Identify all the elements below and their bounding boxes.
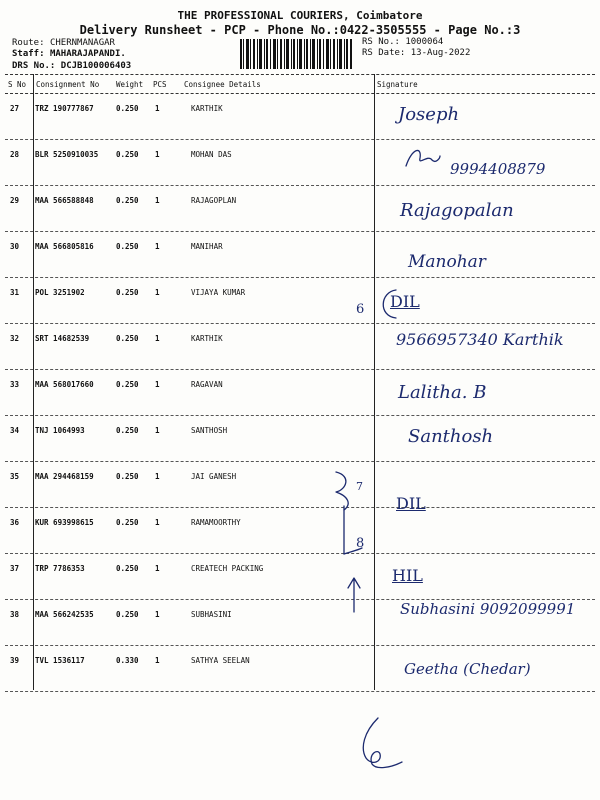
row-pcs: 1 xyxy=(155,518,160,527)
signature-row-34: Santhosh xyxy=(408,426,494,447)
row-weight: 0.250 xyxy=(116,564,139,573)
staff-value: MAHARAJAPANDI. xyxy=(49,49,126,59)
signature-row-38: Subhasini 9092099991 xyxy=(400,600,576,618)
signature-row-39: Geetha (Chedar) xyxy=(404,660,531,678)
signature-row-37: HIL xyxy=(392,566,423,585)
row-divider xyxy=(5,691,595,692)
margin-bracket-scribble xyxy=(328,468,376,558)
row-consignee: SANTHOSH xyxy=(191,426,228,435)
row-consignee: SATHYA SEELAN xyxy=(191,656,250,665)
row-consignment-no: KUR 693998615 xyxy=(35,518,94,527)
row-consignee: KARTHIK xyxy=(191,104,223,113)
table-row xyxy=(5,232,595,278)
margin-note-6: 6 xyxy=(356,302,365,317)
table-row xyxy=(5,554,595,600)
row-consignment-no: MAA 294468159 xyxy=(35,472,94,481)
col-header-pcs: PCS xyxy=(153,80,167,89)
row-pcs: 1 xyxy=(155,656,160,665)
row-consignment-no: TVL 1536117 xyxy=(35,656,85,665)
row-sno: 36 xyxy=(10,518,20,527)
row-weight: 0.250 xyxy=(116,472,139,481)
row-consignee: JAI GANESH xyxy=(191,472,237,481)
signature-scribble xyxy=(402,144,442,172)
row-consignment-no: POL 3251902 xyxy=(35,288,85,297)
row-pcs: 1 xyxy=(155,288,160,297)
col-header-consignment: Consignment No xyxy=(36,80,100,89)
signature-row-31: DIL xyxy=(390,292,420,311)
route-value: CHERNMANAGAR xyxy=(49,38,115,48)
row-consignment-no: TRP 7786353 xyxy=(35,564,85,573)
signature-row-30: Manohar xyxy=(408,252,486,272)
row-weight: 0.250 xyxy=(116,242,139,251)
signature-row-27: Joseph xyxy=(398,104,460,125)
row-sno: 31 xyxy=(10,288,20,297)
row-consignee: CREATECH PACKING xyxy=(191,564,264,573)
staff-line xyxy=(12,48,126,60)
table-row xyxy=(5,462,595,508)
row-sno: 33 xyxy=(10,380,20,389)
row-consignee: VIJAYA KUMAR xyxy=(191,288,246,297)
signature-row-32: 9566957340 Karthik xyxy=(396,330,564,349)
row-consignment-no: MAA 566805816 xyxy=(35,242,94,251)
row-consignee: RAJAGOPLAN xyxy=(191,196,237,205)
row-sno: 39 xyxy=(10,656,20,665)
row-consignment-no: MAA 566242535 xyxy=(35,610,94,619)
row-consignment-no: MAA 568017660 xyxy=(35,380,94,389)
rs-date: RS Date: 13-Aug-2022 xyxy=(362,48,471,58)
col-header-weight: Weight xyxy=(116,80,144,89)
row-pcs: 1 xyxy=(155,104,160,113)
row-weight: 0.250 xyxy=(116,518,139,527)
table-row xyxy=(5,416,595,462)
table-row xyxy=(5,370,595,416)
row-weight: 0.250 xyxy=(116,104,139,113)
table-row xyxy=(5,94,595,140)
row-consignee: MOHAN DAS xyxy=(191,150,232,159)
col-header-consignee: Consignee Details xyxy=(184,80,261,89)
table-row xyxy=(5,508,595,554)
row-consignment-no: MAA 566588848 xyxy=(35,196,94,205)
drs-line xyxy=(12,60,131,72)
row-sno: 29 xyxy=(10,196,20,205)
row-sno: 37 xyxy=(10,564,20,573)
staff-label: Staff: xyxy=(12,49,45,59)
drs-value: DCJB100006403 xyxy=(60,61,132,71)
signature-row-33: Lalitha. B xyxy=(398,382,487,403)
rs-number: RS No.: 1000064 xyxy=(362,37,444,47)
bottom-signature-scribble xyxy=(350,714,410,774)
row-pcs: 1 xyxy=(155,242,160,251)
row-sno: 32 xyxy=(10,334,20,343)
row-pcs: 1 xyxy=(155,334,160,343)
row-consignee: MANIHAR xyxy=(191,242,223,251)
row-consignment-no: BLR 5250910035 xyxy=(35,150,99,159)
row-consignment-no: TRZ 190777867 xyxy=(35,104,94,113)
rs-info xyxy=(362,37,470,59)
row-pcs: 1 xyxy=(155,564,160,573)
row-consignee: RAMAMOORTHY xyxy=(191,518,241,527)
runsheet-subtitle: Delivery Runsheet - PCP - Phone No.:0422-3505555 - Page No.:3 xyxy=(79,23,521,37)
drs-label: DRS No.: xyxy=(12,61,56,71)
row-weight: 0.250 xyxy=(116,288,139,297)
col-header-signature: Signature xyxy=(377,80,418,89)
margin-note-7: 7 xyxy=(356,480,363,493)
row-consignment-no: TNJ 1064993 xyxy=(35,426,85,435)
row-sno: 35 xyxy=(10,472,20,481)
row-pcs: 1 xyxy=(155,150,160,159)
row-weight: 0.250 xyxy=(116,196,139,205)
row-consignee: KARTHIK xyxy=(191,334,223,343)
margin-note-8: 8 xyxy=(356,536,365,551)
route-label: Route: xyxy=(12,38,45,48)
row-weight: 0.330 xyxy=(116,656,139,665)
row-consignee: RAGAVAN xyxy=(191,380,223,389)
signature-row-28: 9994408879 xyxy=(450,160,546,178)
row-consignment-no: SRT 14682539 xyxy=(35,334,90,343)
arrow-up-icon xyxy=(344,574,364,614)
row-sno: 27 xyxy=(10,104,20,113)
col-header-sno: S No xyxy=(8,80,27,89)
row-consignee: SUBHASINI xyxy=(191,610,232,619)
row-pcs: 1 xyxy=(155,426,160,435)
header-divider-top xyxy=(5,74,595,75)
barcode-image xyxy=(240,39,352,69)
row-pcs: 1 xyxy=(155,610,160,619)
signature-row-35: DIL xyxy=(396,494,426,513)
table-row xyxy=(5,278,595,324)
row-weight: 0.250 xyxy=(116,426,139,435)
row-sno: 28 xyxy=(10,150,20,159)
row-pcs: 1 xyxy=(155,472,160,481)
row-weight: 0.250 xyxy=(116,610,139,619)
row-weight: 0.250 xyxy=(116,150,139,159)
company-title: THE PROFESSIONAL COURIERS, Coimbatore xyxy=(177,9,423,22)
signature-row-29: Rajagopalan xyxy=(400,200,514,221)
row-weight: 0.250 xyxy=(116,380,139,389)
row-sno: 34 xyxy=(10,426,20,435)
row-pcs: 1 xyxy=(155,196,160,205)
row-sno: 30 xyxy=(10,242,20,251)
row-weight: 0.250 xyxy=(116,334,139,343)
row-sno: 38 xyxy=(10,610,20,619)
row-pcs: 1 xyxy=(155,380,160,389)
